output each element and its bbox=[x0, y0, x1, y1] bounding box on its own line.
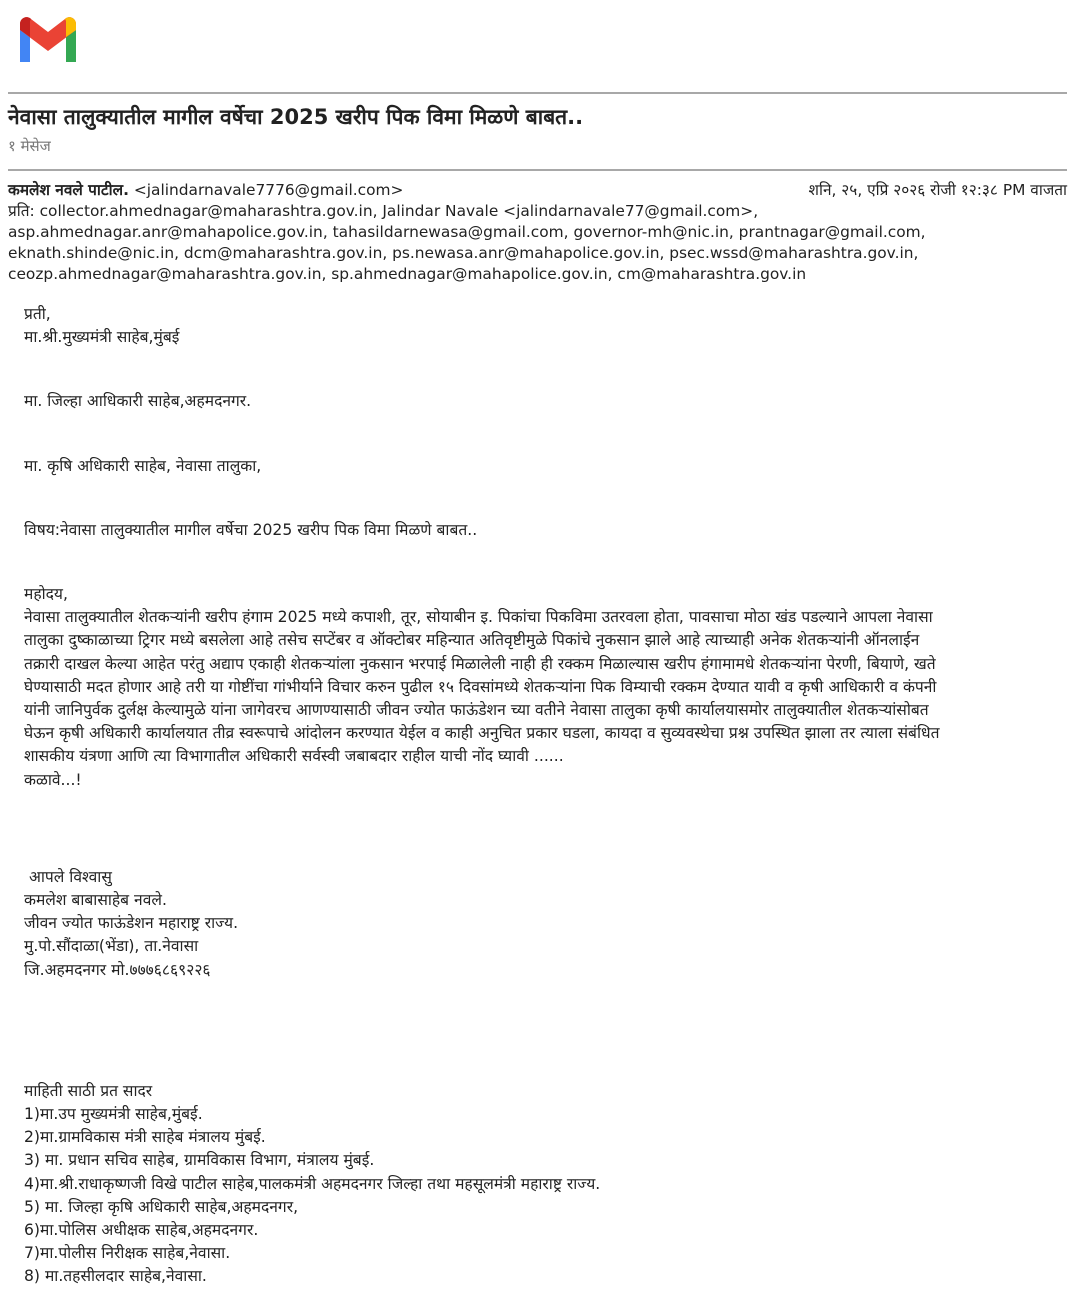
cc-line: 1)मा.उप मुख्यमंत्री साहेब,मुंबई. bbox=[24, 1105, 203, 1124]
sender-email: <jalindarnavale7776@gmail.com> bbox=[133, 181, 404, 199]
cc-line: 8) मा.तहसीलदार साहेब,नेवासा. bbox=[24, 1267, 207, 1286]
addressee-line: मा. कृषि अधिकारी साहेब, नेवासा तालुका, bbox=[24, 456, 262, 475]
signature-line: कमलेश बाबासाहेब नवले. bbox=[24, 891, 167, 910]
signature-line: आपले विश्वासु bbox=[24, 867, 112, 886]
paragraph-line: शासकीय यंत्रणा आणि त्या विभागातील अधिकारी सर्वस्वी जबाबदार राहील याची नोंद घ्यावी ...... bbox=[24, 747, 564, 766]
recipients-line: प्रति: collector.ahmednagar@maharashtra.gov.in, Jalindar Navale <jalindarnavale77@gmail.com>, bbox=[8, 202, 759, 220]
sender-name: कमलेश नवले पाटील. bbox=[8, 181, 129, 199]
from-row bbox=[8, 179, 1067, 201]
body-prati: प्रती, bbox=[24, 305, 51, 323]
signature-line: जि.अहमदनगर मो.७७७६८६९२२६ bbox=[24, 960, 211, 979]
gmail-logo-icon bbox=[8, 4, 88, 76]
body-subject: विषय:नेवासा तालुक्यातील मागील वर्षेचा 2025 खरीप पिक विमा मिळणे बाबत.. bbox=[24, 520, 478, 539]
cc-title: माहिती साठी प्रत सादर bbox=[24, 1081, 153, 1100]
cc-line: 3) मा. प्रधान सचिव साहेब, ग्रामविकास विभाग, मंत्रालय मुंबई. bbox=[24, 1151, 375, 1170]
paragraph-line: यांनी जानिपुर्वक दुर्लक्ष केल्यामुळे यांना जागेवरच आणण्यासाठी जीवन ज्योत फाऊंडेशन च्या वतीने नेवासा तालुका कृषी कार्यालयासमोर तालुक्यातील शेतकऱ्यांसोबत bbox=[24, 701, 929, 720]
paragraph-line: तालुका दुष्काळाच्या ट्रिगर मध्ये बसलेला आहे तसेच सप्टेंबर व ऑक्टोबर महिन्यात अतिवृष्टीमुळे पिकांचे नुकसान झाले आहे त्याच्याही अनेक शेतकऱ्यांनी ऑनलाईन bbox=[24, 631, 920, 650]
recipients-line: asp.ahmednagar.anr@mahapolice.gov.in, tahasildarnewasa@gmail.com, governor-mh@nic.in, prantnagar@gmail.com, bbox=[8, 223, 926, 241]
cc-line: 2)मा.ग्रामविकास मंत्री साहेब मंत्रालय मुंबई. bbox=[24, 1128, 266, 1147]
email-header bbox=[8, 179, 1067, 285]
signature-line: मु.पो.सौंदाळा(भेंडा), ता.नेवासा bbox=[24, 937, 199, 956]
signature-line: जीवन ज्योत फाऊंडेशन महाराष्ट्र राज्य. bbox=[24, 914, 239, 933]
paragraph-line: घेऊन कृषी अधिकारी कार्यालयात तीव्र स्वरूपाचे आंदोलन करण्यात येईल व काही अनुचित प्रकार घडला, कायदा व सुव्यवस्थेचा प्रश्न उपस्थित झाला तर त्याला संबंधित bbox=[24, 724, 940, 743]
message-count: १ मेसेज bbox=[8, 137, 51, 155]
paragraph-line: नेवासा तालुक्यातील शेतकऱ्यांनी खरीप हंगाम 2025 मध्ये कपाशी, तूर, सोयाबीन इ. पिकांचा पिकविमा उतरवला होता, पावसाचा मोठा खंड पडल्याने आपला नेवासा bbox=[24, 608, 933, 627]
salutation: महोदय, bbox=[24, 585, 68, 604]
cc-line: 7)मा.पोलीस निरीक्षक साहेब,नेवासा. bbox=[24, 1244, 231, 1263]
cc-line: 4)मा.श्री.राधाकृष्णजी विखे पाटील साहेब,पालकमंत्री अहमदनगर जिल्हा तथा महसूलमंत्री महाराष्ट्र राज्य. bbox=[24, 1174, 601, 1193]
addressee-line: मा. जिल्हा आधिकारी साहेब,अहमदनगर. bbox=[24, 392, 252, 411]
cc-line: 6)मा.पोलिस अधीक्षक साहेब,अहमदनगर. bbox=[24, 1221, 259, 1240]
email-date: शनि, २५, एप्रि २०२६ रोजी १२:३८ PM वाजता bbox=[808, 181, 1067, 199]
recipients-line: eknath.shinde@nic.in, dcm@maharashtra.gov.in, ps.newasa.anr@mahapolice.gov.in, psec.wssd@maharashtra.gov.in, bbox=[8, 244, 919, 262]
email-subject: नेवासा तालुक्यातील मागील वर्षेचा 2025 खरीप पिक विमा मिळणे बाबत.. bbox=[8, 105, 584, 129]
sender bbox=[8, 179, 403, 201]
cc-line: 5) मा. जिल्हा कृषि अधिकारी साहेब,अहमदनगर, bbox=[24, 1197, 299, 1216]
addressee-line: मा.श्री.मुख्यमंत्री साहेब,मुंबई bbox=[24, 328, 180, 347]
subject-divider bbox=[8, 169, 1067, 171]
paragraph-line: तक्रारी दाखल केल्या आहेत परंतु अद्याप एकाही शेतकऱ्यांला नुकसान भरपाई मिळालेली नाही ही रक्कम मिळाल्यास खरीप हंगामामधे शेतकऱ्यांना पेरणी, बियाणे, खते bbox=[24, 654, 936, 673]
paragraph-line: घेण्यासाठी मदत होणार आहे तरी या गोष्टींचा गांभीर्याने विचार करुन पुढील १५ दिवसांमध्ये शेतकऱ्यांना पिक विम्याची रक्कम देण्यात यावी व कृषी आधिकारी व कंपनी bbox=[24, 677, 937, 696]
header-divider bbox=[8, 92, 1067, 94]
recipients-line: ceozp.ahmednagar@maharashtra.gov.in, sp.ahmednagar@mahapolice.gov.in, cm@maharashtra.gov.in bbox=[8, 265, 807, 283]
email-body bbox=[24, 303, 1059, 1289]
closing-note: कळावे...! bbox=[24, 770, 82, 789]
